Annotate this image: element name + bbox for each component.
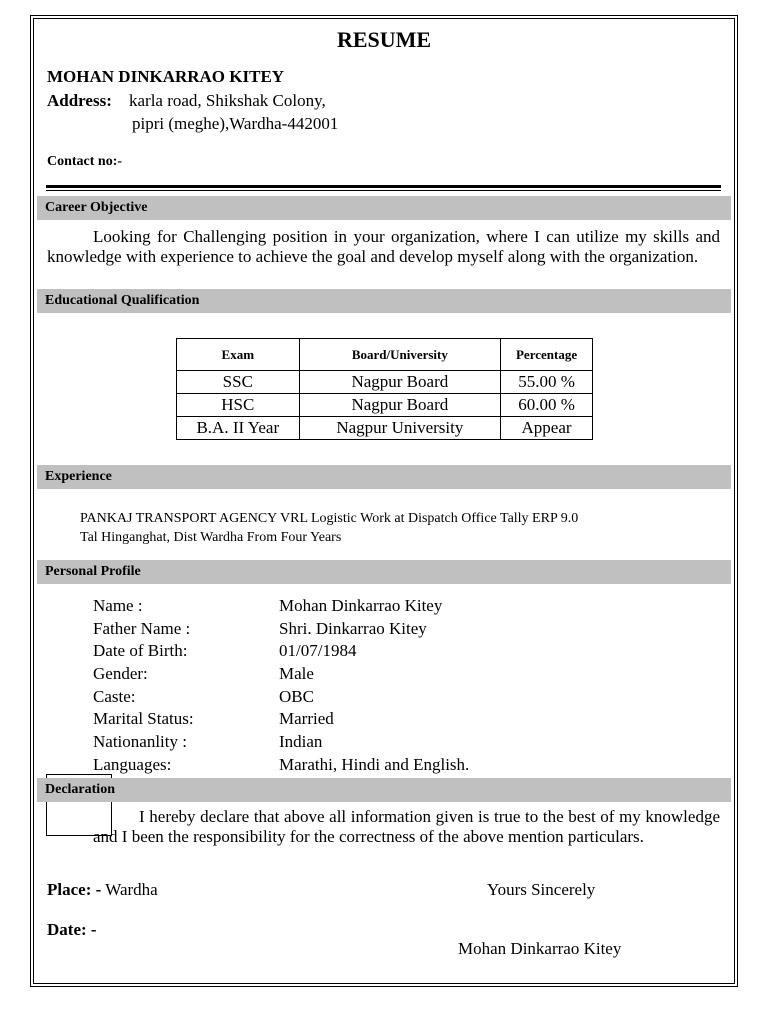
section-declaration: [37, 778, 731, 802]
profile-value-father: Shri. Dinkarrao Kitey: [279, 619, 427, 638]
profile-value-name: Mohan Dinkarrao Kitey: [279, 596, 443, 615]
section-title: Experience: [45, 469, 112, 484]
section-experience: [37, 465, 731, 489]
table-row: [177, 371, 593, 394]
career-objective-text: Looking for Challenging position in your organization, where I can utilize my skills and knowledge with experience to achieve the goal and develop myself along with the organization.: [47, 227, 720, 266]
profile-label-languages: Languages:: [93, 755, 172, 774]
section-career-objective: [37, 196, 731, 220]
profile-value-languages: Marathi, Hindi and English.: [279, 755, 470, 774]
table-cell: 60.00 %: [501, 394, 593, 417]
profile-value-nationality: Indian: [279, 732, 323, 751]
profile-label-marital: Marital Status:: [93, 709, 194, 728]
profile-label-gender: Gender:: [93, 664, 148, 683]
table-row: [177, 417, 593, 440]
section-title: Personal Profile: [45, 564, 141, 579]
place-value: Wardha: [105, 880, 158, 899]
date-label: Date: -: [47, 920, 97, 939]
header-exam: Exam: [177, 339, 300, 371]
profile-value-marital: Married: [279, 709, 334, 728]
table-cell: Nagpur Board: [299, 371, 501, 394]
header-divider-thick: [46, 185, 721, 188]
profile-label-name: Name :: [93, 596, 143, 615]
profile-value-gender: Male: [279, 664, 314, 683]
header-board: Board/University: [299, 339, 501, 371]
contact-label: Contact no:-: [47, 154, 123, 169]
header-divider-thin: [46, 190, 721, 191]
section-title: Educational Qualification: [45, 293, 200, 308]
experience-line-1: PANKAJ TRANSPORT AGENCY VRL Logistic Work at Dispatch Office Tally ERP 9.0: [80, 511, 579, 526]
table-cell: Appear: [501, 417, 593, 440]
profile-value-dob: 01/07/1984: [279, 641, 357, 660]
table-cell: SSC: [177, 371, 300, 394]
address-line-2: pipri (meghe),Wardha-442001: [132, 114, 339, 133]
place-row: [47, 880, 158, 900]
experience-line-2: Tal Hinganghat, Dist Wardha From Four Years: [80, 530, 342, 545]
table-row: [177, 394, 593, 417]
table-header-row: [177, 339, 593, 371]
resume-title: RESUME: [336, 27, 432, 52]
table-cell: 55.00 %: [501, 371, 593, 394]
section-title: Declaration: [45, 782, 115, 797]
declaration-text: I hereby declare that above all information given is true to the best of my knowledge and I been the responsibility for the correctness of the above mention particulars.: [93, 807, 720, 846]
address-label: Address:: [47, 91, 112, 110]
signature-name: Mohan Dinkarrao Kitey: [458, 939, 622, 958]
place-label: Place: -: [47, 880, 102, 899]
table-cell: B.A. II Year: [177, 417, 300, 440]
header-percentage: Percentage: [501, 339, 593, 371]
profile-label-dob: Date of Birth:: [93, 641, 188, 660]
profile-label-nationality: Nationanlity :: [93, 732, 187, 751]
candidate-name: MOHAN DINKARRAO KITEY: [47, 67, 285, 86]
profile-value-caste: OBC: [279, 687, 314, 706]
section-personal-profile: [37, 560, 731, 584]
education-table: [176, 338, 593, 440]
table-cell: Nagpur Board: [299, 394, 501, 417]
section-title: Career Objective: [45, 200, 148, 215]
profile-label-caste: Caste:: [93, 687, 136, 706]
profile-label-father: Father Name :: [93, 619, 191, 638]
table-cell: Nagpur University: [299, 417, 501, 440]
section-education: [37, 289, 731, 313]
closing-text: Yours Sincerely: [487, 880, 596, 899]
address-line-1: karla road, Shikshak Colony,: [129, 91, 326, 110]
table-cell: HSC: [177, 394, 300, 417]
